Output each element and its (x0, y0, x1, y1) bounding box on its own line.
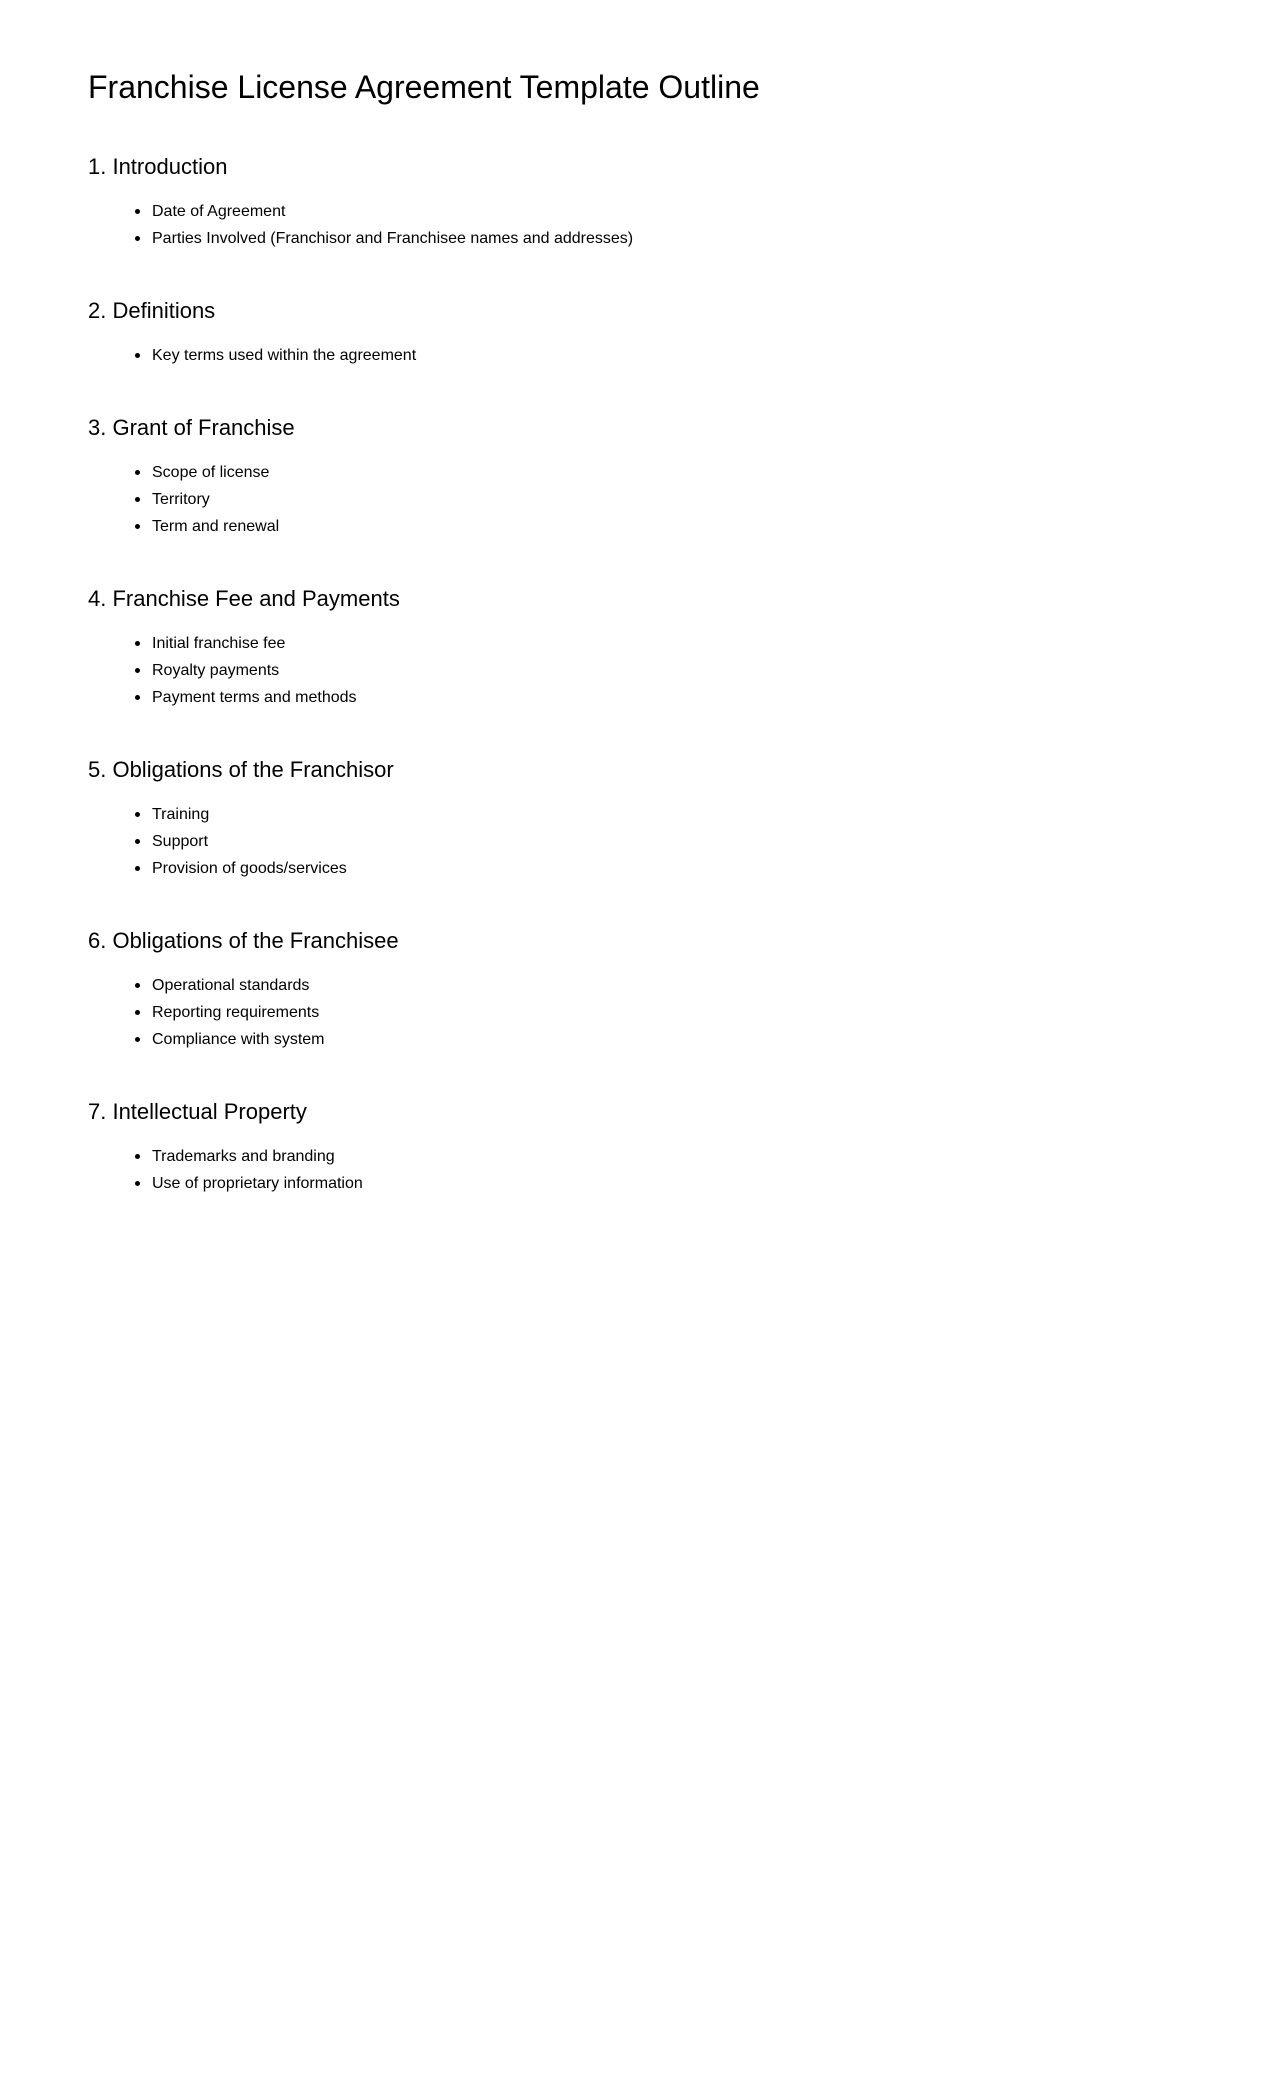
list-item (152, 225, 1263, 252)
outline-section (88, 151, 1263, 252)
list-item (152, 855, 1263, 882)
bullet-icon (135, 236, 140, 241)
list-item-text: Key terms used within the agreement (152, 347, 417, 364)
section-heading: 3. Grant of Franchise (88, 415, 295, 440)
bullet-icon (135, 1037, 140, 1042)
bullet-icon (135, 470, 140, 475)
list-item (152, 198, 1263, 225)
section-heading: 4. Franchise Fee and Payments (88, 586, 400, 611)
section-item-list (88, 459, 1263, 540)
list-item (152, 630, 1263, 657)
section-item-list (88, 630, 1263, 711)
list-item (152, 486, 1263, 513)
list-item (152, 801, 1263, 828)
sections-container (88, 151, 1263, 1197)
list-item (152, 513, 1263, 540)
list-item (152, 972, 1263, 999)
list-item-text: Royalty payments (152, 662, 280, 679)
list-item (152, 1026, 1263, 1053)
bullet-icon (135, 641, 140, 646)
list-item (152, 684, 1263, 711)
bullet-icon (135, 1154, 140, 1159)
bullet-icon (135, 695, 140, 700)
section-item-list (88, 972, 1263, 1053)
bullet-icon (135, 866, 140, 871)
outline-section (88, 295, 1263, 369)
list-item (152, 828, 1263, 855)
section-item-list (88, 801, 1263, 882)
list-item-text: Date of Agreement (152, 203, 286, 220)
section-heading: 7. Intellectual Property (88, 1099, 307, 1124)
section-item-list (88, 1143, 1263, 1197)
bullet-icon (135, 983, 140, 988)
list-item-text: Operational standards (152, 977, 310, 994)
list-item-text: Reporting requirements (152, 1004, 320, 1021)
bullet-icon (135, 209, 140, 214)
outline-section (88, 412, 1263, 540)
bullet-icon (135, 839, 140, 844)
bullet-icon (135, 668, 140, 673)
outline-section (88, 1096, 1263, 1197)
list-item-text: Payment terms and methods (152, 689, 357, 706)
list-item-text: Territory (152, 491, 210, 508)
page-title: Franchise License Agreement Template Outline (88, 69, 760, 105)
list-item (152, 1143, 1263, 1170)
section-item-list (88, 342, 1263, 369)
section-heading: 2. Definitions (88, 298, 216, 323)
section-heading: 1. Introduction (88, 154, 228, 179)
list-item-text: Provision of goods/services (152, 860, 347, 877)
list-item (152, 999, 1263, 1026)
outline-section (88, 925, 1263, 1053)
list-item-text: Training (152, 806, 210, 823)
list-item-text: Initial franchise fee (152, 635, 286, 652)
list-item-text: Parties Involved (Franchisor and Franchisee names and addresses) (152, 230, 634, 247)
list-item (152, 459, 1263, 486)
list-item-text: Term and renewal (152, 518, 280, 535)
list-item (152, 657, 1263, 684)
list-item-text: Trademarks and branding (152, 1148, 335, 1165)
list-item (152, 342, 1263, 369)
section-item-list (88, 198, 1263, 252)
bullet-icon (135, 1010, 140, 1015)
list-item-text: Use of proprietary information (152, 1175, 363, 1192)
outline-section (88, 583, 1263, 711)
list-item-text: Compliance with system (152, 1031, 325, 1048)
section-heading: 6. Obligations of the Franchisee (88, 928, 399, 953)
list-item-text: Scope of license (152, 464, 270, 481)
bullet-icon (135, 353, 140, 358)
section-heading: 5. Obligations of the Franchisor (88, 757, 394, 782)
list-item (152, 1170, 1263, 1197)
bullet-icon (135, 524, 140, 529)
bullet-icon (135, 497, 140, 502)
bullet-icon (135, 812, 140, 817)
list-item-text: Support (152, 833, 209, 850)
outline-section (88, 754, 1263, 882)
bullet-icon (135, 1181, 140, 1186)
